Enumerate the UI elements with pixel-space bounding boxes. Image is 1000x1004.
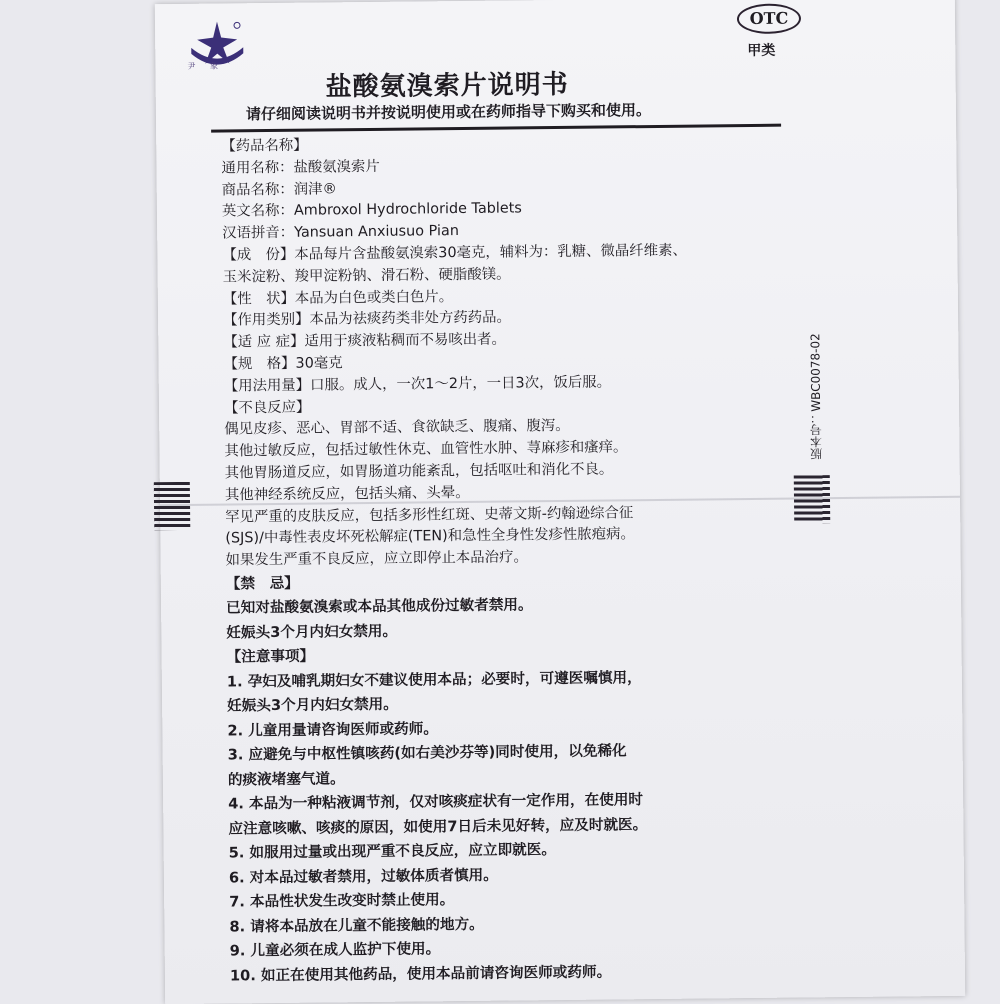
text-line: 其他胃肠道反应，如胃肠道功能紊乱，包括呕吐和消化不良。 [224,461,614,482]
text-line: 应注意咳嗽、咳痰的原因，如使用7日后未见好转，应及时就医。 [228,816,648,838]
text-line: 【药品名称】 [221,137,308,155]
text-line: 如果发生严重不良反应，应立即停止本品治疗。 [225,549,528,569]
otc-badge: OTC [737,3,801,34]
text-line: 罕见严重的皮肤反应，包括多形性红斑、史蒂文斯-约翰逊综合征 [225,504,634,526]
margin-barcode-right [794,475,831,523]
text-line: 7. 本品性状发生改变时禁止使用。 [229,891,455,911]
text-line: 英文名称：Ambroxol Hydrochloride Tablets [221,200,522,220]
text-line: 的痰液堵塞气道。 [227,770,345,789]
text-line: 【禁 忌】 [225,574,299,593]
text-line: 【适 应 症】适用于痰液粘稠而不易咳出者。 [223,331,506,351]
text-line: 9. 儿童必须在成人监护下使用。 [229,940,441,960]
text-line: 【注意事项】 [226,648,315,666]
text-line: 已知对盐酸氨溴索或本品其他成份过敏者禁用。 [226,596,533,617]
text-line: 1. 孕妇及哺乳期妇女不建议使用本品；必要时，可遵医嘱慎用， [226,669,642,691]
text-line: 10. 如正在使用其他药品，使用本品前请咨询医师或药师。 [229,963,612,985]
text-line: 【不良反应】 [223,399,311,417]
margin-barcode-left [154,482,191,530]
text-line: 妊娠头3个月内妇女禁用。 [226,622,398,642]
text-line: 妊娠头3个月内妇女禁用。 [227,696,398,715]
text-line: 3. 应避免与中枢性镇咳药(如右美沙芬等)同时使用，以免稀化 [227,742,627,764]
text-line: 8. 请将本品放在儿童不能接触的地方。 [229,915,484,936]
text-line: 2. 儿童用量请咨询医师或药师。 [227,720,438,740]
document-subtitle: 请仔细阅读说明书并按说明使用或在药师指导下购买和使用。 [245,101,652,124]
text-line: 【规 格】30毫克 [223,355,343,373]
text-line: 其他神经系统反应，包括头痛、头晕。 [224,484,470,504]
text-line: 偶见皮疹、恶心、胃部不适、食欲缺乏、腹痛、腹泻。 [224,418,570,438]
text-line: 通用名称：盐酸氨溴索片 [221,158,380,177]
leaflet-body [221,130,830,989]
version-number: 版本号：WBC0078-02 [808,333,824,460]
text-line: 6. 对本品过敏者禁用，过敏体质者慎用。 [228,866,498,887]
text-line: 汉语拼音：Yansuan Anxiusuo Pian [222,223,459,242]
text-line: 4. 本品为一种粘液调节剂，仅对咳痰症状有一定作用，在使用时 [228,791,644,813]
logo-caption: 尹 象 [187,61,225,71]
text-line: 玉米淀粉、羧甲淀粉钠、滑石粉、硬脂酸镁。 [222,266,511,286]
text-line: 【作用类别】本品为祛痰药类非处方药药品。 [223,309,512,329]
text-line: 商品名称：润津® [221,180,337,199]
text-line: 【用法用量】口服。成人，一次1～2片，一日3次，饭后服。 [223,374,612,395]
text-line: 【成 份】本品每片含盐酸氨溴索30毫克，辅料为：乳糖、微晶纤维素、 [222,242,687,264]
text-line: 【性 状】本品为白色或类白色片。 [222,288,454,308]
otc-class-label: 甲类 [747,42,776,60]
text-line: 其他过敏反应，包括过敏性休克、血管性水肿、荨麻疹和瘙痒。 [224,439,628,460]
text-line: (SJS)/中毒性表皮坏死松解症(TEN)和急性全身性发疹性脓疱病。 [225,526,635,547]
document-title: 盐酸氨溴索片说明书 [325,69,569,103]
leaflet-sheet [155,0,965,1004]
text-line: 5. 如服用过量或出现严重不良反应，应立即就医。 [228,841,557,862]
